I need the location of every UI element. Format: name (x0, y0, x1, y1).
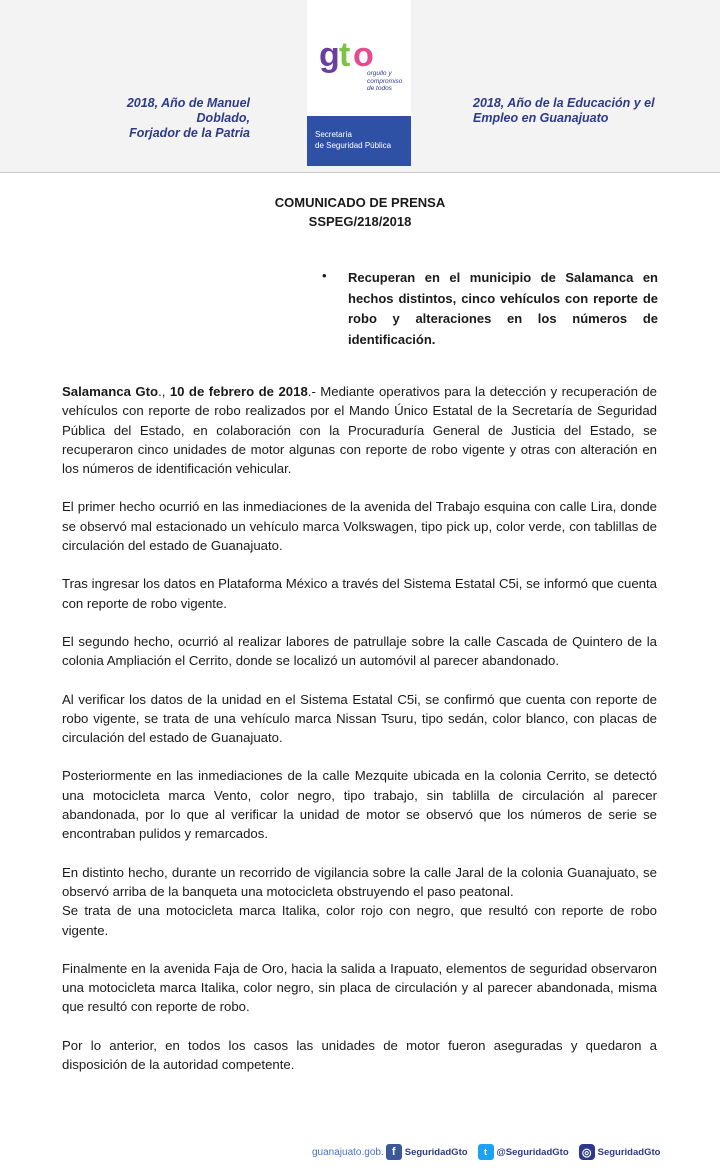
article-body (62, 382, 657, 1093)
website-link[interactable]: guanajuato.gob. (312, 1146, 384, 1158)
gto-logo-mark (319, 38, 399, 74)
motto-right: 2018, Año de la Educación y el Empleo en Guanajuato (473, 96, 655, 125)
gto-logo (307, 0, 411, 166)
facebook-icon: f (386, 1144, 402, 1160)
paragraph-6: Posteriormente en las inmediaciones de la calle Mezquite ubicada en la colonia Cerrito, se detectó una motocicleta marca Vento, color negro, tipo trabajo, sin tablilla de circulación al parecer abandonada, por lo que al verificar la unidad de motor se observó que los números de serie se encontraban pulidos y remarcados. (62, 768, 657, 842)
svg-text:o: o (353, 38, 374, 74)
paragraph-4: El segundo hecho, ocurrió al realizar labores de patrullaje sobre la calle Cascada de Quintero de la colonia Ampliación el Cerrito, donde se localizó un automóvil al parecer abandonado. (62, 633, 657, 669)
instagram-link[interactable]: ◎ SeguridadGto (579, 1144, 661, 1160)
paragraph-1: Salamanca Gto., 10 de febrero de 2018.- Mediante operativos para la detección y recuperación de vehículos con reporte de robo realizados por el Mando Único Estatal de la Secretaría de Seguridad Pública del Estado, en colaboración con la Procuraduría General de Justicia del Estado, se recuperaron cinco unidades de motor algunas con reporte de robo vigente y otras con alteración en los números de identificación vehicular. (62, 384, 657, 477)
paragraph-7b: Se trata de una motocicleta marca Italika, color rojo con negro, que resultó con reporte de robo vigente. (62, 903, 657, 938)
motto-left: 2018, Año de Manuel Doblado, Forjador de la Patria (126, 96, 250, 140)
facebook-link[interactable]: f SeguridadGto (386, 1144, 468, 1160)
press-release-title: COMUNICADO DE PRENSA SSPEG/218/2018 (274, 195, 446, 229)
svg-text:g: g (319, 38, 340, 74)
svg-text:t: t (339, 38, 351, 74)
paragraph-5: Al verificar los datos de la unidad en el Sistema Estatal C5i, se confirmó que cuenta con reporte de robo vigente, se trata de una vehículo marca Nissan Tsuru, tipo sedán, color blanco, con placas de circulación del estado de Guanajuato. (62, 691, 657, 746)
letterhead (0, 0, 720, 173)
twitter-icon: t (478, 1144, 494, 1160)
footer-social (312, 1142, 670, 1162)
twitter-link[interactable]: t @SeguridadGto (478, 1144, 569, 1160)
paragraph-2: El primer hecho ocurrió en las inmediaciones de la avenida del Trabajo esquina con calle Lira, donde se observó mal estacionado un vehículo marca Volkswagen, tipo pick up, color verde, con tablillas de circulación del estado de Guanajuato. (62, 499, 657, 554)
paragraph-8: Finalmente en la avenida Faja de Oro, hacia la salida a Irapuato, elementos de seguridad observaron una motocicleta marca Italika, color negro, sin placa de circulación y al parecer abandonada, misma que resultó con reporte de robo. (62, 960, 657, 1015)
paragraph-7a: En distinto hecho, durante un recorrido de vigilancia sobre la calle Jaral de la colonia Guanajuato, se observó arriba de la banqueta una motocicleta obstruyendo el paso peatonal. (62, 864, 657, 899)
bullet-icon: • (322, 268, 327, 283)
paragraph-3: Tras ingresar los datos en Plataforma México a través del Sistema Estatal C5i, se informó que cuenta con reporte de robo vigente. (62, 576, 657, 611)
secretaria-banner: Secretaría de Seguridad Pública (307, 116, 411, 166)
instagram-icon: ◎ (579, 1144, 595, 1160)
paragraph-9: Por lo anterior, en todos los casos las unidades de motor fueron aseguradas y quedaron a disposición de la autoridad competente. (62, 1037, 657, 1073)
logo-tagline: orgullo y compromiso de todos (367, 70, 403, 92)
